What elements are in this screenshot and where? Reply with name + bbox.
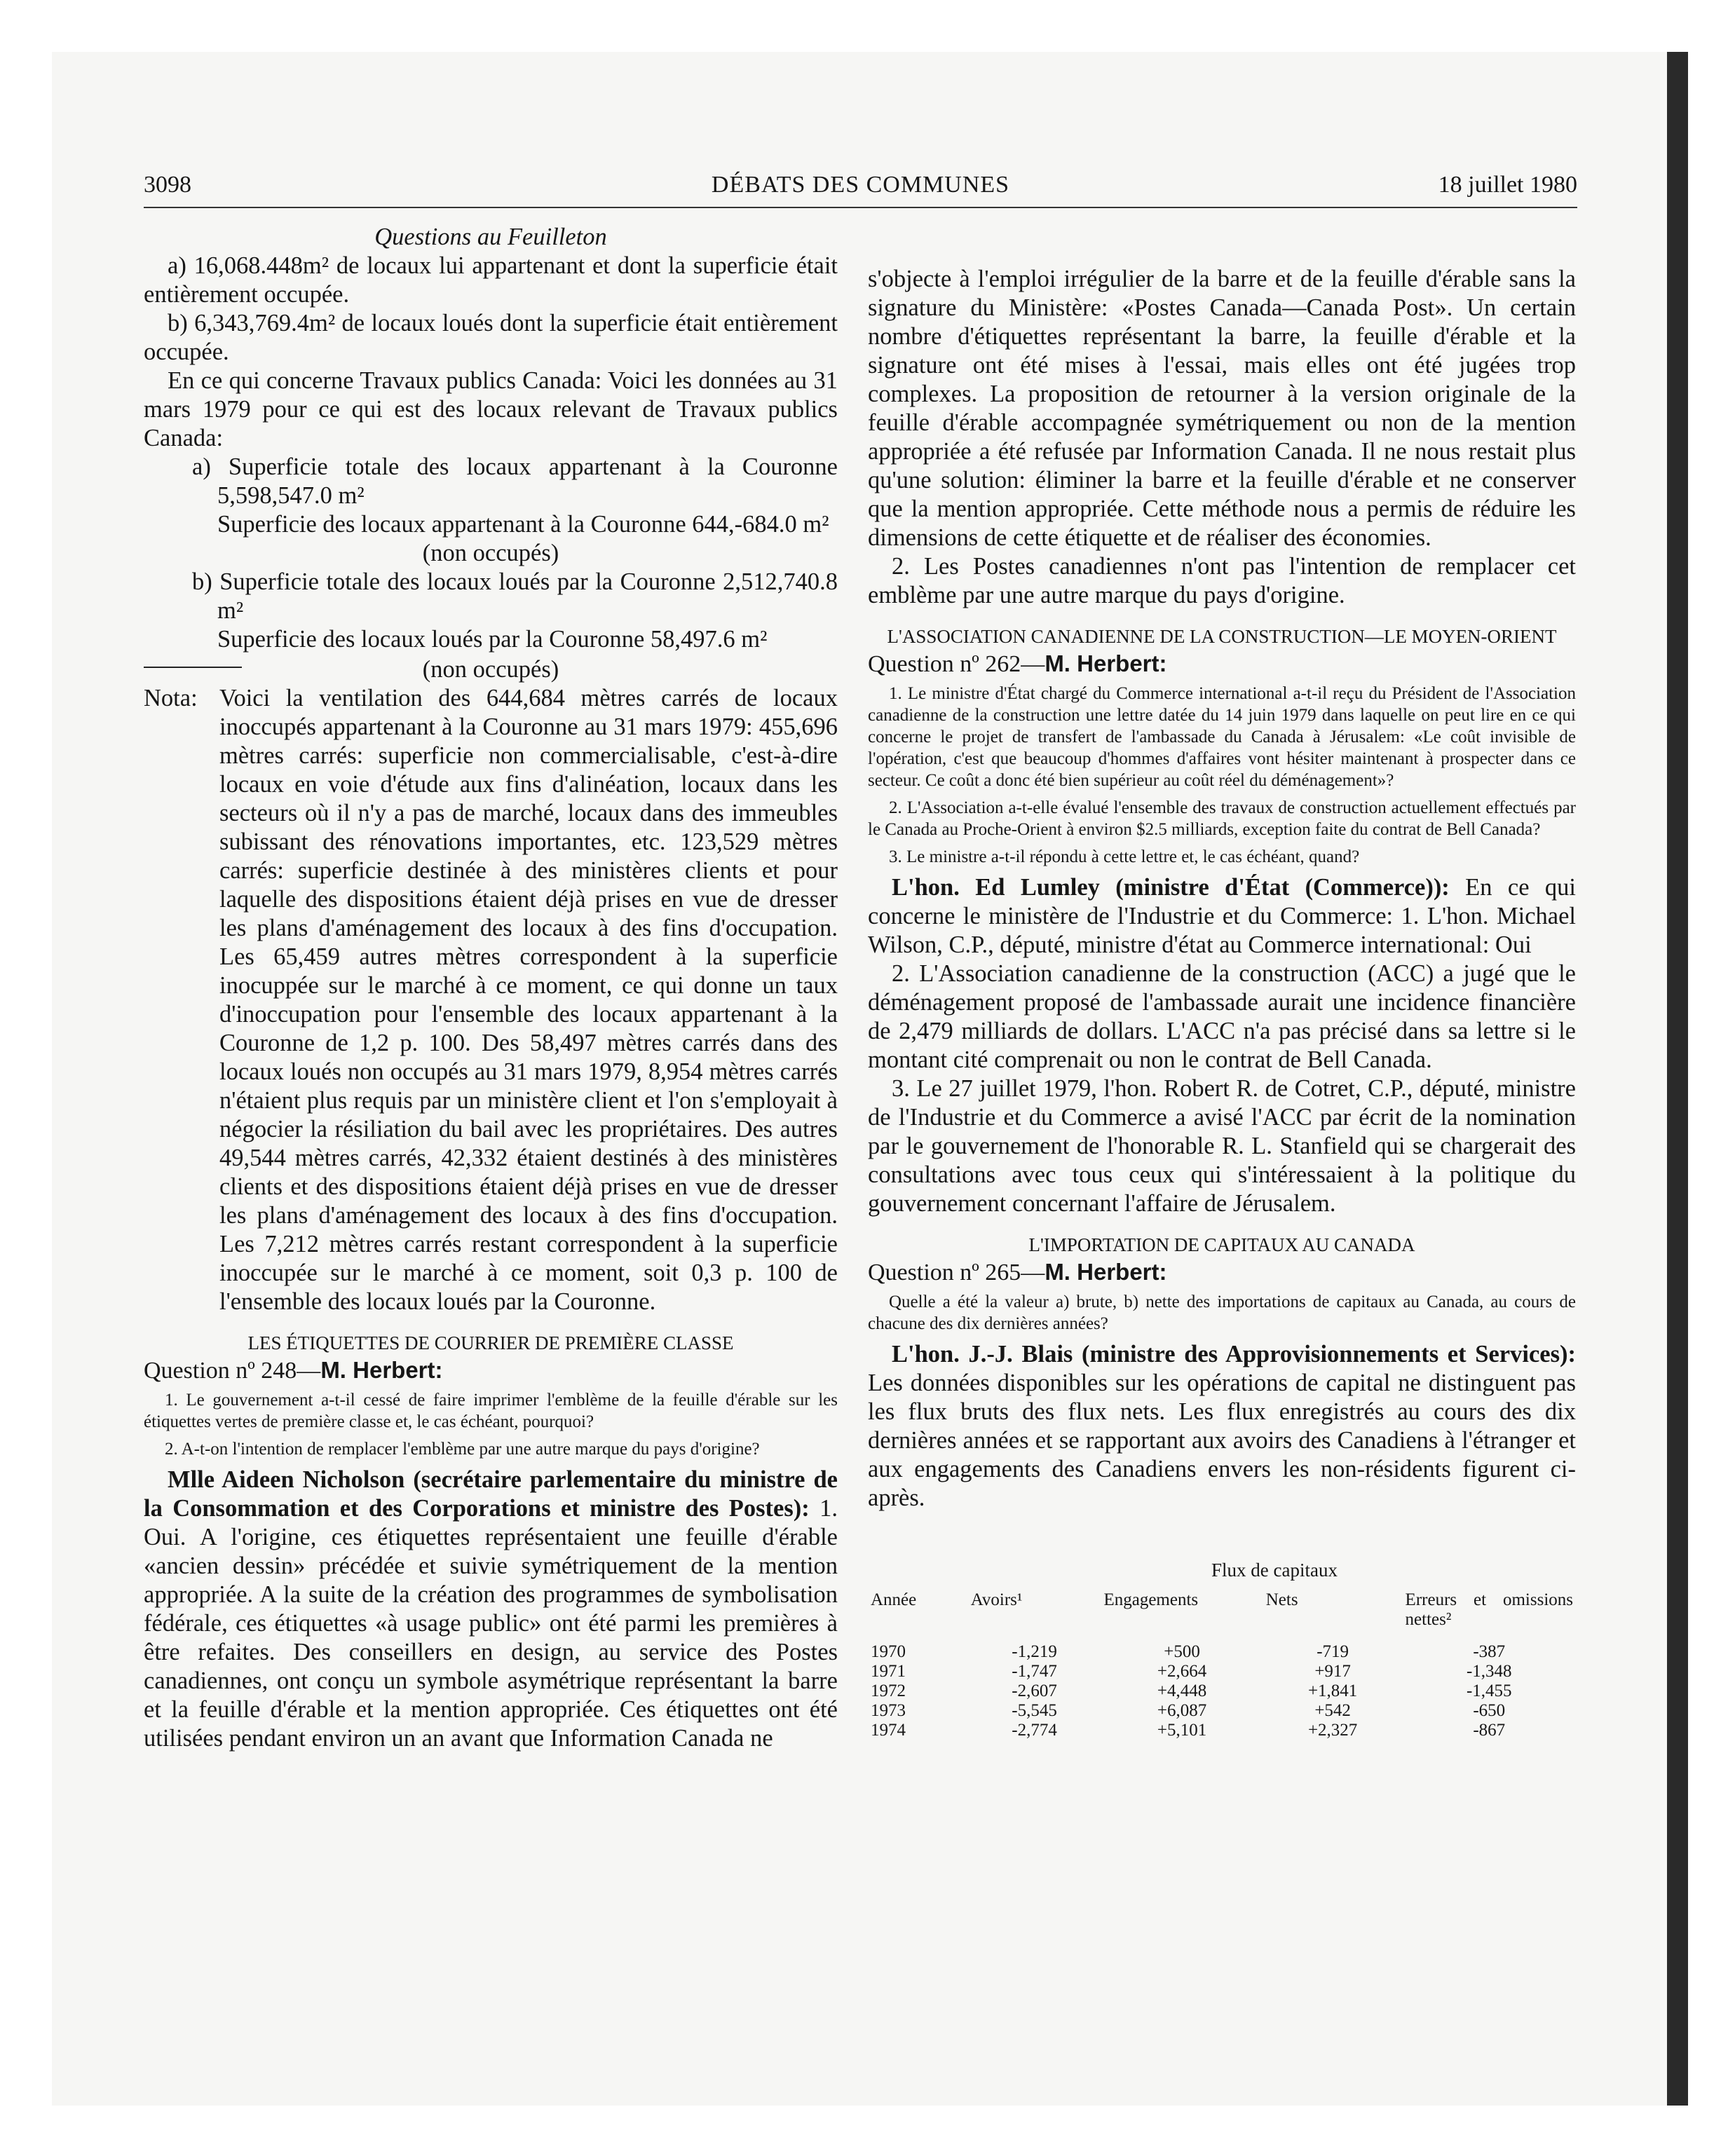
section-heading: L'ASSOCIATION CANADIENNE DE LA CONSTRUCTION—LE MOYEN-ORIENT: [887, 626, 1557, 647]
table-cell: +500: [1164, 1642, 1200, 1661]
table-cell: +917: [1314, 1662, 1351, 1681]
section-heading: LES ÉTIQUETTES DE COURRIER DE PREMIÈRE CLASSE: [247, 1332, 734, 1353]
question-text: 2. A-t-on l'intention de remplacer l'emblème par une autre marque du pays d'origine?: [165, 1440, 760, 1459]
table-cell: +2,664: [1157, 1662, 1207, 1681]
table-cell: 1971: [871, 1662, 906, 1681]
speaker-name: L'hon. J.-J. Blais (ministre des Approvisionnements et Services):: [892, 1341, 1576, 1367]
table-cell: -1,747: [1012, 1662, 1057, 1681]
column-header: Nets: [1265, 1590, 1298, 1609]
table-cell: +2,327: [1307, 1721, 1358, 1740]
list-item: a) Superficie totale des locaux appartenant à la Couronne 5,598,547.0 m²: [192, 453, 838, 509]
right-column: [868, 265, 1576, 1740]
paragraph: 2. Les Postes canadiennes n'ont pas l'intention de remplacer cet emblème par une autre marque du pays d'origine.: [868, 553, 1576, 608]
capital-flows-table: [868, 1590, 1576, 1740]
question-text: 2. L'Association a-t-elle évalué l'ensemble des travaux de construction actuellement effectués par le Canada au Proche-Orient à environ $2.5 milliards, exception faite du contrat de Bell Canada?: [868, 798, 1576, 839]
paragraph: b) 6,343,769.4m² de locaux loués dont la superficie était entièrement occupée.: [144, 310, 838, 365]
speaker-name: Mlle Aideen Nicholson (secrétaire parlementaire du ministre de la Consommation et des Corporations et ministre des Postes):: [144, 1466, 838, 1522]
paragraph: 2. L'Association canadienne de la construction (ACC) a jugé que le déménagement proposé de l'ambassade aurait une incidence financière de 2,479 milliards de dollars. L'ACC n'a pas précisé dans sa lettre si le montant cité comprenait ou non le contrat de Bell Canada.: [868, 960, 1576, 1073]
page-number: 3098: [144, 172, 191, 198]
table-cell: -867: [1473, 1721, 1506, 1740]
question-text: 1. Le ministre d'État chargé du Commerce international a-t-il reçu du Président de l'Association canadienne de la construction une lettre datée du 14 juin 1979 dans laquelle on peut lire en ce qui concerne le projet de transfert de l'ambassade du Canada à Jérusalem: «Le coût invisible de l'opération, c'est que beaucoup d'hommes d'affaires vont hésiter maintenant à prospecter dans ce secteur. Ce coût a donc été bien supérieur au coût réel du déménagement»?: [868, 684, 1576, 790]
list-note: (non occupés): [422, 540, 559, 566]
question-author: M. Herbert:: [1045, 650, 1167, 676]
nota-text: Voici la ventilation des 644,684 mètres carrés de locaux inoccupés appartenant à la Couronne au 31 mars 1979: 455,696 mètres carrés: superficie non commercialisable, c'est-à-dire locaux en voie d'étude aux fins d'alinéation, locaux dans les secteurs où il n'y a pas de marché, locaux dans des immeubles subissant des rénovations importantes, etc. 123,529 mètres carrés: superficie destinée à des ministères clients et pour laquelle des dispositions étaient déjà prises en vue de dresser les plans d'aménagement des locaux à des fins d'occupation. Les 65,459 autres mètres correspondent à la superficie inocuppée sur le marché à ce moment, ce qui donne un taux d'inoccupation pour l'ensemble des locaux appartenant à la Couronne de 1,2 p. 100. Des 58,497 mètres carrés dans des locaux loués non occupés au 31 mars 1979, 8,954 mètres carrés n'étaient plus requis par un ministère client et l'on s'employait à négocier la résiliation du bail avec les propriétaires. Des autres 49,544 mètres carrés, 42,332 étaient destinés à des ministères clients et des dispositions étaient déjà prises en vue de dresser les plans d'aménagement des locaux à des fins d'occupation. Les 7,212 mètres carrés restant correspondent à la superficie inoccupée sur le marché à ce moment, soit 0,3 p. 100 de l'ensemble des locaux loués par la Couronne.: [219, 685, 838, 1315]
question-text: 1. Le gouvernement a-t-il cessé de faire imprimer l'emblème de la feuille d'érable sur les étiquettes vertes de première classe et, le cas échéant, pourquoi?: [144, 1391, 838, 1431]
table-row: [868, 1721, 1576, 1740]
answer-text: 1. Oui. A l'origine, ces étiquettes représentaient une feuille d'érable «ancien dessin» précédée et suivie symétriquement de la mention appropriée. A la suite de la création des programmes de symbolisation fédérale, ces étiquettes «à usage public» ont été parmi les premières à être refaites. Des conseillers en design, au service des Postes canadiennes, ont conçu un symbole asymétrique représentant la barre et la feuille d'érable et la mention appropriée. Ces étiquettes ont été utilisées pendant environ un an avant que Information Canada ne: [144, 1495, 838, 1752]
paragraph: 3. Le 27 juillet 1979, l'hon. Robert R. de Cotret, C.P., député, ministre de l'Industrie et du Commerce a avisé l'ACC par écrit de la nomination par le gouvernement de l'honorable R. L. Stanfield qui se chargerait des consultations avec tous ceux qui s'intéressaient à la politique du gouvernement concernant l'affaire de Jérusalem.: [868, 1075, 1576, 1217]
list-item: Superficie des locaux loués par la Couronne 58,497.6 m²: [217, 626, 768, 653]
question-heading: [144, 1356, 838, 1385]
table-cell: -2,607: [1012, 1681, 1057, 1700]
section-heading: L'IMPORTATION DE CAPITAUX AU CANADA: [1028, 1234, 1415, 1255]
table-cell: 1972: [871, 1681, 906, 1700]
scan-edge: [1667, 52, 1688, 2106]
table-row: [868, 1681, 1576, 1701]
question-text: 3. Le ministre a-t-il répondu à cette lettre et, le cas échéant, quand?: [889, 847, 1360, 866]
table-cell: -387: [1473, 1642, 1506, 1661]
page-title: DÉBATS DES COMMUNES: [711, 172, 1010, 198]
question-author: M. Herbert:: [320, 1357, 443, 1383]
table-cell: -1,455: [1466, 1681, 1512, 1700]
nota-block: [144, 684, 838, 1316]
table-cell: -1,219: [1012, 1642, 1057, 1661]
column-header: Engagements: [1103, 1590, 1199, 1609]
question-author: M. Herbert:: [1045, 1259, 1167, 1285]
table-cell: -650: [1473, 1701, 1506, 1720]
table-cell: +542: [1314, 1701, 1351, 1720]
paragraph: s'objecte à l'emploi irrégulier de la barre et de la feuille d'érable sans la signature du Ministère: «Postes Canada—Canada Post». Un certain nombre d'étiquettes représentant la barre, la feuille d'érable et la signature ont été mises à l'essai, mais elles ont été jugées trop complexes. La proposition de retourner à la version originale de la feuille d'érable accompagnée symétriquement ou non de la mention appropriée a été refusée par Information Canada. Il ne nous restait plus qu'une solution: éliminer la barre et la feuille d'érable et ne conserver que la mention appropriée. Cette méthode nous a permis de réduire les dimensions de cette étiquette et de réaliser des économies.: [868, 266, 1576, 551]
table-cell: 1970: [871, 1642, 906, 1661]
table-row: [868, 1701, 1576, 1721]
question-label: Question nº 262—: [868, 651, 1045, 677]
question-label: Question nº 265—: [868, 1260, 1045, 1285]
answer-text: Les données disponibles sur les opérations de capital ne distinguent pas les flux bruts des flux nets. Les flux enregistrés au cours des dix dernières années et se rapportant aux avoirs des Canadiens à l'étranger et aux engagements des Canadiens envers les non-résidents figurent ci-après.: [868, 1370, 1576, 1511]
list-item: b) Superficie totale des locaux loués par la Couronne 2,512,740.8 m²: [192, 568, 838, 624]
table-row: [868, 1642, 1576, 1662]
table-caption: Flux de capitaux: [1211, 1560, 1338, 1581]
table-cell: +4,448: [1157, 1681, 1207, 1700]
table-cell: -5,545: [1012, 1701, 1057, 1720]
table-header-row: [868, 1590, 1576, 1642]
question-heading: [868, 649, 1576, 678]
table-cell: -2,774: [1012, 1721, 1057, 1740]
table-cell: -1,348: [1466, 1662, 1512, 1681]
table-cell: 1974: [871, 1721, 906, 1740]
answer-text: En ce qui concerne le ministère de l'Industrie et du Commerce: 1. L'hon. Michael Wilson, C.P., député, ministre d'état au Commerce international: Oui: [868, 874, 1576, 958]
paragraph: a) 16,068.448m² de locaux lui appartenant et dont la superficie était entièrement occupée.: [144, 252, 838, 308]
table-cell: +5,101: [1157, 1721, 1207, 1740]
left-column: [144, 223, 838, 1753]
column-header: Avoirs¹: [970, 1590, 1023, 1609]
table-cell: +1,841: [1307, 1681, 1358, 1700]
nota-label: Nota:: [144, 685, 198, 711]
answer-paragraph: [144, 1466, 838, 1753]
answer-paragraph: [868, 873, 1576, 960]
footnote-rule: [144, 667, 242, 668]
section-subtitle: Questions au Feuilleton: [374, 224, 607, 250]
column-header: Erreurs et omissions nettes²: [1405, 1590, 1573, 1629]
table-cell: +6,087: [1157, 1701, 1207, 1720]
list-item: Superficie des locaux appartenant à la Couronne 644,-684.0 m²: [217, 511, 829, 538]
question-label: Question nº 248—: [144, 1358, 321, 1384]
table-cell: -719: [1316, 1642, 1349, 1661]
list-note: (non occupés): [422, 656, 559, 683]
page-header: [144, 172, 1577, 208]
table-cell: 1973: [871, 1701, 906, 1720]
question-text: Quelle a été la valeur a) brute, b) nette des importations de capitaux au Canada, au cours de chacune des dix dernières années?: [868, 1292, 1576, 1333]
speaker-name: L'hon. Ed Lumley (ministre d'État (Commerce)):: [892, 874, 1450, 901]
question-heading: [868, 1257, 1576, 1287]
table-row: [868, 1662, 1576, 1681]
page-date: 18 juillet 1980: [1438, 172, 1577, 198]
column-header: Année: [871, 1590, 917, 1609]
answer-paragraph: [868, 1340, 1576, 1513]
paragraph: En ce qui concerne Travaux publics Canada: Voici les données au 31 mars 1979 pour ce qui est des locaux relevant de Travaux publics Canada:: [144, 367, 838, 451]
